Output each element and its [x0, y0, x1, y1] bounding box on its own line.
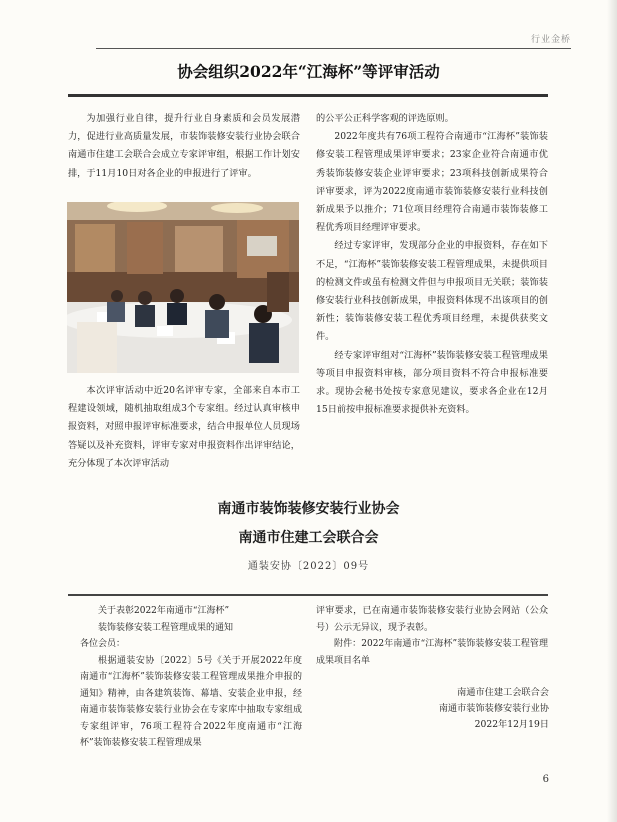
meeting-photo: [67, 202, 299, 373]
signature-date: 2022年12月19日: [474, 719, 549, 730]
document-number: 通装安协〔2022〕09号: [247, 561, 370, 572]
notice-subject-line-2: 装饰装修安装工程管理成果的通知: [98, 622, 234, 633]
header-rule: [96, 48, 571, 49]
issuer-org-1: 南通市装饰装修安装行业协会: [217, 501, 400, 517]
paragraph: 经专家评审组对“江海杯”装饰装修安装工程管理成果等项目申报资料审核，部分项目资料不符合申报标准要求。现协会秘书处按专家意见建议，要求各企业在12月15日前按申报标准要求提供补充资料。: [316, 349, 548, 416]
article-column-left-top: [68, 110, 300, 183]
paragraph: 经过专家评审，发现部分企业的申报资料，存在如下不足，“江海杯”装饰装修安装工程管理成果，未提供项目的检测文件或虽有检测文件但与申报项目无关联；装饰装修安装行业科技创新成果，申报资料体现不出该项目的创新性；装饰装修安装工程优秀项目经理，未提供获奖文件。: [316, 240, 548, 343]
notice-column-left: [80, 603, 302, 752]
page-number: 6: [542, 774, 549, 785]
signature-org-1: 南通市住建工会联合会: [457, 687, 549, 698]
article-column-right: [316, 110, 548, 419]
meeting-photo-image: [67, 202, 299, 373]
article-column-left-bottom: [68, 382, 300, 473]
paragraph: 为加强行业自律，提升行业自身素质和会员发展潜力，促进行业高质量发展，市装饰装修安装行业协会联合南通市住建工会联合会成立专家评审组，根据工作计划安排，于11月10日对各企业的申报进行了评审。: [68, 113, 300, 179]
paragraph: 本次评审活动中近20名评审专家，全部来自本市工程建设领域，随机抽取组成3个专家组。经过认真审核申报资料，对照申报评审标准要求，结合申报单位人员现场答疑以及补充资料，评审专家对申报资料作出评审结论，充分体现了本次评审活动: [68, 385, 300, 469]
issuer-org-2: 南通市住建工会联合会: [238, 530, 379, 546]
paragraph: 的公平公正科学客观的评选原则。: [316, 113, 454, 124]
notice-attachment: 附件：2022年南通市“江海杯”装饰装修安装工程管理成果项目名单: [316, 639, 548, 666]
title-rule: [68, 94, 548, 97]
notice-body: 根据通装安协〔2022〕5号《关于开展2022年度南通市“江海杯”装饰装修安装工程管理成果推介申报的通知》精神，由各建筑装饰、幕墙、安装企业申报，经南通市装饰装修安装行业协会在专家库中抽取专家组成专家组评审，76项工程符合2022年度南通市“江海杯”装饰装修安装工程管理成果: [80, 655, 302, 748]
page-edge-shadow: [607, 0, 617, 822]
notice-salutation: 各位会员：: [80, 639, 126, 649]
signature-org-2: 南通市装饰装修安装行业协: [438, 703, 549, 714]
article-title: 协会组织2022年“江海杯”等评审活动: [177, 62, 440, 81]
notice-subject-line-1: 关于表彰2022年南通市“江海杯”: [98, 606, 230, 616]
section-tag: 行业金桥: [530, 35, 571, 45]
paragraph: 2022年度共有76项工程符合南通市“江海杯”装饰装修安装工程管理成果评审要求；23家企业符合南通市优秀装饰装修安装企业评审要求；23项科技创新成果符合评审要求，评为2022度南通市装饰装修安装行业科技创新成果予以推介；71位项目经理符合南通市装饰装修工程优秀项目经理评审要求。: [316, 131, 548, 234]
notice-body-continued: 评审要求，已在南通市装饰装修安装行业协会网站（公众号）公示无异议，现予表彰。: [316, 606, 548, 633]
notice-rule: [68, 594, 548, 596]
notice-column-right: [316, 603, 548, 669]
